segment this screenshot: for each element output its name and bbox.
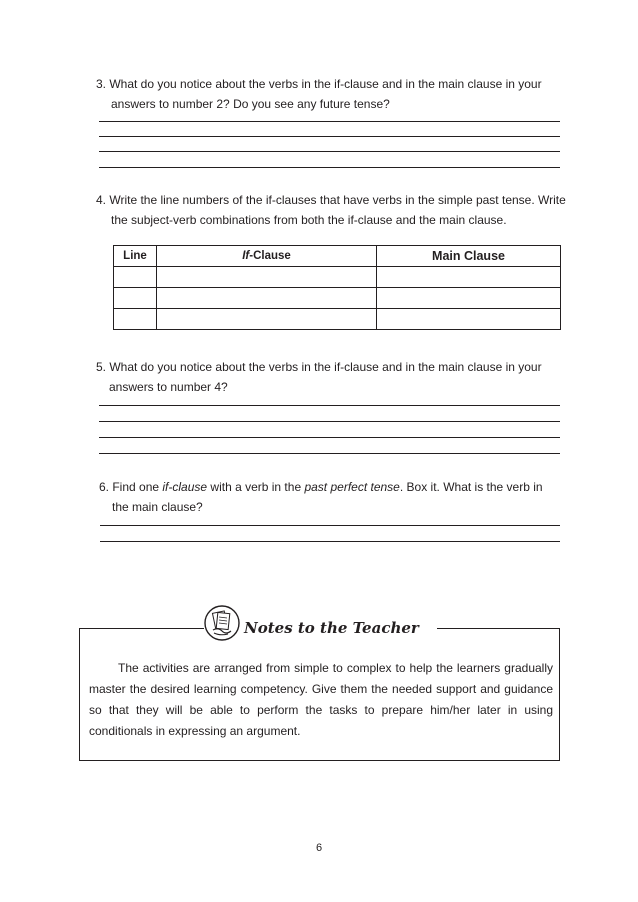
question-3 bbox=[96, 74, 542, 114]
answer-line[interactable] bbox=[99, 151, 560, 152]
notes-top-border-right bbox=[437, 628, 560, 629]
notes-top-border-left bbox=[79, 628, 204, 629]
clause-text: -Clause bbox=[249, 250, 291, 262]
table-cell-if-clause[interactable] bbox=[157, 309, 377, 330]
notes-body bbox=[89, 658, 553, 742]
table-cell-main-clause[interactable] bbox=[377, 309, 561, 330]
if-italic: If bbox=[242, 250, 250, 262]
question-3-line1: 3. What do you notice about the verbs in the if-clause and in the main clause in your bbox=[96, 77, 542, 91]
table-header-row bbox=[114, 246, 561, 267]
q6-text-c: . Box it. What is the verb in bbox=[399, 480, 543, 494]
notes-title: Notes to the Teacher bbox=[244, 619, 419, 637]
question-4 bbox=[96, 190, 566, 230]
question-5-line1: 5. What do you notice about the verbs in the if-clause and in the main clause in your bbox=[96, 360, 542, 374]
table-cell-if-clause[interactable] bbox=[157, 288, 377, 309]
question-4-line2: the subject-verb combinations from both the if-clause and the main clause. bbox=[111, 213, 507, 227]
table-cell-line[interactable] bbox=[114, 309, 157, 330]
answer-line[interactable] bbox=[99, 121, 560, 122]
table-row bbox=[114, 309, 561, 330]
notes-document-icon bbox=[202, 603, 242, 643]
column-header-line: Line bbox=[114, 246, 157, 267]
table-cell-main-clause[interactable] bbox=[377, 267, 561, 288]
answer-table bbox=[113, 245, 561, 330]
notes-body-text: The activities are arranged from simple to complex to help the learners gradually master the desired learning competency. Give them the needed support and guidance so that they will be able to perform the tasks to prepare him/her later in using conditionals in expressing an argument. bbox=[89, 661, 553, 738]
table-cell-line[interactable] bbox=[114, 267, 157, 288]
answer-line[interactable] bbox=[99, 405, 560, 406]
question-5 bbox=[96, 357, 542, 397]
answer-line[interactable] bbox=[99, 136, 560, 137]
page-number: 6 bbox=[315, 842, 323, 854]
answer-line[interactable] bbox=[99, 437, 560, 438]
table-row bbox=[114, 288, 561, 309]
question-6-line2: the main clause? bbox=[112, 500, 203, 514]
table-cell-line[interactable] bbox=[114, 288, 157, 309]
table-cell-main-clause[interactable] bbox=[377, 288, 561, 309]
q6-text-a: 6. Find one bbox=[99, 480, 163, 494]
table-row bbox=[114, 267, 561, 288]
answer-line[interactable] bbox=[99, 453, 560, 454]
answer-line[interactable] bbox=[100, 541, 560, 542]
question-3-line2: answers to number 2? Do you see any future tense? bbox=[111, 97, 390, 111]
q6-past-perfect-italic: past perfect tense bbox=[304, 480, 400, 494]
table-cell-if-clause[interactable] bbox=[157, 267, 377, 288]
answer-line[interactable] bbox=[99, 421, 560, 422]
q6-if-clause-italic: if-clause bbox=[162, 480, 208, 494]
question-6-line1 bbox=[99, 480, 543, 494]
q6-text-b: with a verb in the bbox=[207, 480, 305, 494]
question-4-line1: 4. Write the line numbers of the if-clauses that have verbs in the simple past tense. Write bbox=[96, 193, 566, 207]
column-header-main-clause: Main Clause bbox=[377, 246, 561, 267]
question-6 bbox=[99, 477, 543, 517]
question-5-line2: answers to number 4? bbox=[109, 380, 228, 394]
answer-line[interactable] bbox=[100, 525, 560, 526]
column-header-if-clause bbox=[157, 246, 377, 267]
answer-line[interactable] bbox=[99, 167, 560, 168]
